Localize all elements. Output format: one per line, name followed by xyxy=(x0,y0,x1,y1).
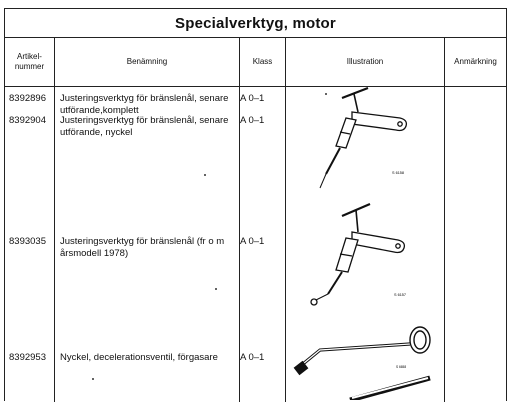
row-4-name: Nyckel, decelerationsventil, förgasare xyxy=(60,352,218,363)
header-illustration: Illustration xyxy=(346,57,384,66)
row-3-name: Justeringsverktyg för bränslenål (fr o m årsmodell 1978) xyxy=(60,236,225,259)
deceleration-valve-key-illustration xyxy=(295,327,430,374)
row-4-klass: A 0–1 xyxy=(240,352,265,363)
row-2-klass: A 0–1 xyxy=(240,115,265,126)
row-3-number: 8393035 xyxy=(9,236,46,247)
header-klass: Klass xyxy=(252,57,273,66)
header-anmarkning: Anmärkning xyxy=(454,57,497,66)
row-4-number: 8392953 xyxy=(9,352,46,363)
row-2-number: 8392904 xyxy=(9,115,46,126)
partial-tool-illustration xyxy=(350,378,430,400)
column-divider xyxy=(444,38,445,402)
scan-speck xyxy=(215,288,217,290)
row-1-number: 8392896 xyxy=(9,93,46,104)
row-1-klass: A 0–1 xyxy=(240,93,265,104)
page-title: Specialverktyg, motor xyxy=(175,14,336,32)
scan-speck xyxy=(204,174,206,176)
row-3-klass: A 0–1 xyxy=(240,236,265,247)
scan-speck xyxy=(92,378,94,380)
header-benamning: Benämning xyxy=(126,57,168,66)
illustration-code-2: S 6157 xyxy=(394,293,407,297)
header-artikel: Artikel- nummer xyxy=(14,52,45,71)
t-handle-tool-1978-illustration xyxy=(311,204,407,305)
row-2-name: Justeringsverktyg för bränslenål, senare utförande, nyckel xyxy=(60,115,229,138)
scan-speck xyxy=(325,93,327,95)
illustration-code-3: S 6658 xyxy=(396,365,407,369)
illustration-code-1: S 6158 xyxy=(392,171,405,175)
illustration-column xyxy=(290,78,440,400)
row-1-name: Justeringsverktyg för bränslenål, senare utförande,komplett xyxy=(60,93,229,116)
table-title-row xyxy=(5,9,506,38)
